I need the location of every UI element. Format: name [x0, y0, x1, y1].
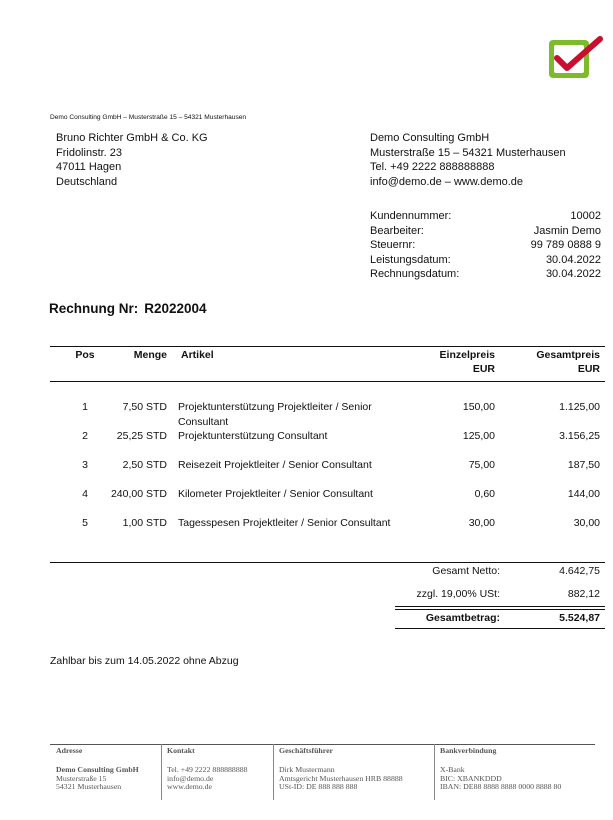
row-article: Projektunterstützung Consultant [178, 430, 328, 442]
footer-bank [440, 746, 561, 792]
row-unit-price: 125,00 [462, 430, 495, 442]
header-qty: Menge [133, 349, 167, 361]
row-article: Reisezeit Projektleiter / Senior Consultant [178, 459, 372, 471]
header-unit-price: Einzelpreis [439, 349, 495, 361]
footer-line: IBAN: DE88 8888 8888 0000 8888 80 [440, 782, 562, 792]
gross-rule [395, 628, 605, 629]
table-top-rule [50, 346, 605, 347]
info-row [370, 224, 601, 239]
recipient-line: 47011 Hagen [56, 161, 122, 174]
checkmark-icon [547, 36, 603, 82]
table-header-rule [50, 381, 605, 382]
net-value: 4.642,75 [559, 565, 600, 577]
totals-rule-double [395, 609, 605, 610]
row-unit-price: 75,00 [468, 459, 495, 471]
row-qty: 7,50 STD [122, 401, 167, 413]
footer-line: Musterstraße 15 [56, 773, 107, 783]
row-unit-price: 30,00 [468, 517, 495, 529]
footer-line: 54321 Musterhausen [56, 782, 122, 792]
footer-separator [161, 744, 162, 800]
footer-heading: Geschäftsführer [279, 746, 333, 755]
row-pos: 4 [82, 488, 88, 500]
page-title [49, 301, 207, 316]
row-unit-price: 150,00 [462, 401, 495, 413]
invoice-info [370, 209, 601, 282]
recipient-line: Bruno Richter GmbH & Co. KG [56, 132, 208, 144]
company-line: Tel. +49 2222 888888888 [370, 161, 495, 174]
row-pos: 1 [82, 401, 88, 413]
footer-line: X-Bank [440, 765, 465, 774]
header-total: Gesamtpreis [536, 349, 600, 361]
footer-address [56, 746, 139, 792]
row-total: 30,00 [573, 517, 600, 529]
row-qty: 1,00 STD [122, 517, 167, 529]
info-value: 99 789 0888 9 [530, 239, 601, 252]
company-line: Musterstraße 15 – 54321 Musterhausen [370, 146, 566, 159]
row-total: 144,00 [567, 488, 600, 500]
table-bottom-rule [50, 562, 605, 563]
row-total: 187,50 [567, 459, 600, 471]
row-qty: 2,50 STD [122, 459, 167, 471]
recipient-line: Fridolinstr. 23 [56, 146, 123, 159]
company-line: Demo Consulting GmbH [370, 132, 490, 144]
info-value: 30.04.2022 [545, 253, 601, 266]
info-value: 10002 [570, 210, 601, 222]
recipient-address [56, 131, 208, 189]
info-row [370, 253, 601, 268]
footer-separator [273, 744, 274, 800]
info-label: Steuernr: [370, 239, 416, 252]
info-row [370, 267, 601, 282]
footer-line: BIC: XBANKDDD [440, 773, 502, 783]
info-row [370, 209, 601, 224]
header-unit-currency: EUR [472, 363, 495, 375]
header-pos: Pos [75, 349, 95, 361]
gross-value: 5.524,87 [559, 612, 600, 624]
info-label: Leistungsdatum: [370, 253, 451, 266]
info-label: Bearbeiter: [370, 224, 424, 237]
info-value: Jasmin Demo [533, 224, 601, 237]
row-pos: 2 [82, 430, 88, 442]
footer-contact [167, 746, 248, 792]
payment-terms: Zahlbar bis zum 14.05.2022 ohne Abzug [50, 655, 239, 667]
totals-rule [395, 606, 605, 607]
row-unit-price: 0,60 [474, 488, 495, 500]
footer-line: Dirk Mustermann [279, 765, 335, 774]
footer-management [279, 746, 403, 792]
header-total-currency: EUR [577, 363, 600, 375]
net-label: Gesamt Netto: [432, 565, 500, 577]
footer-heading: Adresse [56, 746, 83, 755]
row-total: 3.156,25 [559, 430, 600, 442]
company-address [370, 131, 566, 189]
invoice-title-label: Rechnung Nr: [49, 301, 139, 316]
info-label: Rechnungsdatum: [370, 268, 460, 281]
recipient-line: Deutschland [56, 175, 118, 188]
footer-line[interactable]: www.demo.de [167, 782, 212, 792]
footer-rule [50, 744, 595, 745]
row-pos: 5 [82, 517, 88, 529]
footer-line: Demo Consulting GmbH [56, 765, 139, 774]
footer-line: Amtsgericht Musterhausen HRB 88888 [279, 773, 403, 783]
sender-line: Demo Consulting GmbH – Musterstraße 15 – 54321 Musterhausen [50, 114, 247, 121]
footer-separator [434, 744, 435, 800]
gross-label: Gesamtbetrag: [425, 612, 500, 624]
footer-line: USt-ID: DE 888 888 888 [279, 782, 358, 792]
info-value: 30.04.2022 [545, 268, 601, 281]
vat-value: 882,12 [567, 588, 600, 600]
row-article: Tagesspesen Projektleiter / Senior Consultant [178, 517, 391, 529]
footer-line: Tel. +49 2222 888888888 [167, 765, 248, 774]
vat-label: zzgl. 19,00% USt: [416, 588, 500, 600]
row-qty: 25,25 STD [116, 430, 167, 442]
row-article: Kilometer Projektleiter / Senior Consultant [178, 488, 373, 500]
footer-heading: Bankverbindung [440, 746, 497, 755]
info-label: Kundennummer: [370, 210, 452, 222]
row-qty: 240,00 STD [110, 488, 167, 500]
row-article: Projektunterstützung Projektleiter / Senior Consultant [178, 401, 372, 428]
row-pos: 3 [82, 459, 88, 471]
info-row [370, 238, 601, 253]
company-line: info@demo.de – www.demo.de [370, 175, 524, 188]
footer-heading: Kontakt [167, 746, 195, 755]
row-total: 1.125,00 [559, 401, 600, 413]
header-article: Artikel [181, 349, 214, 361]
invoice-number: R2022004 [144, 301, 207, 316]
footer-line[interactable]: info@demo.de [167, 773, 214, 783]
